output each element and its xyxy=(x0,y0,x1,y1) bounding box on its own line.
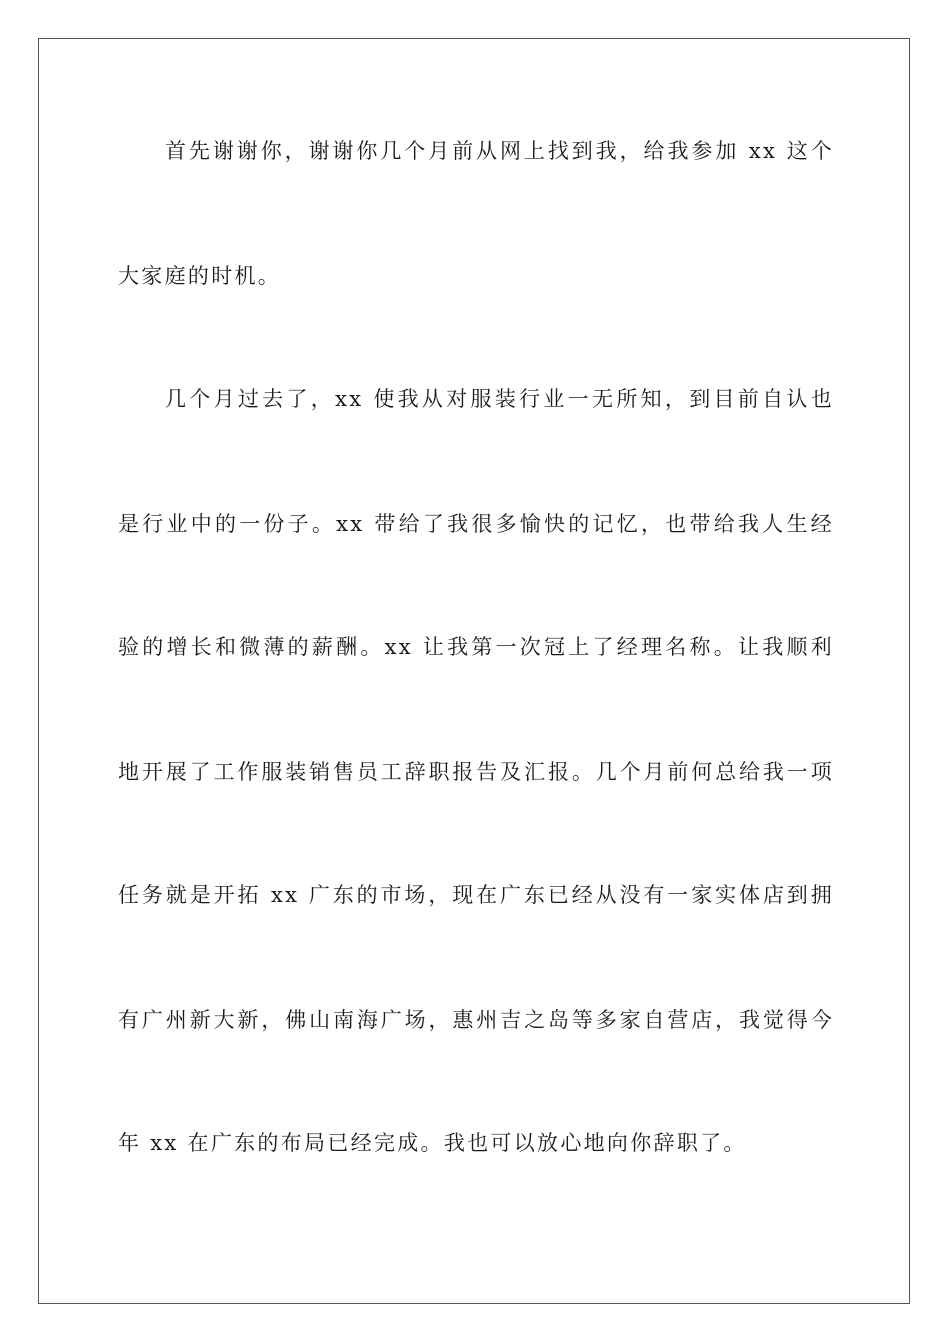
paragraph-2-line-6: 有广州新大新，佛山南海广场，惠州吉之岛等多家自营店，我觉得今 xyxy=(118,1008,834,1032)
paragraph-1-line-2: 大家庭的时机。 xyxy=(118,264,282,288)
paragraph-2-line-4: 地开展了工作服装销售员工辞职报告及汇报。几个月前何总给我一项 xyxy=(118,760,834,784)
paragraph-2-line-3: 验的增长和微薄的薪酬。xx 让我第一次冠上了经理名称。让我顺利 xyxy=(118,635,834,659)
paragraph-2-line-2: 是行业中的一份子。xx 带给了我很多愉快的记忆，也带给我人生经 xyxy=(118,512,834,536)
paragraph-2-line-5: 任务就是开拓 xx 广东的市场，现在广东已经从没有一家实体店到拥 xyxy=(118,883,834,907)
page-border xyxy=(38,38,910,1304)
paragraph-1-line-1: 首先谢谢你，谢谢你几个月前从网上找到我，给我参加 xx 这个 xyxy=(165,139,834,163)
paragraph-2-line-1: 几个月过去了，xx 使我从对服装行业一无所知，到目前自认也 xyxy=(165,387,834,411)
paragraph-2-line-7: 年 xx 在广东的布局已经完成。我也可以放心地向你辞职了。 xyxy=(118,1131,747,1155)
